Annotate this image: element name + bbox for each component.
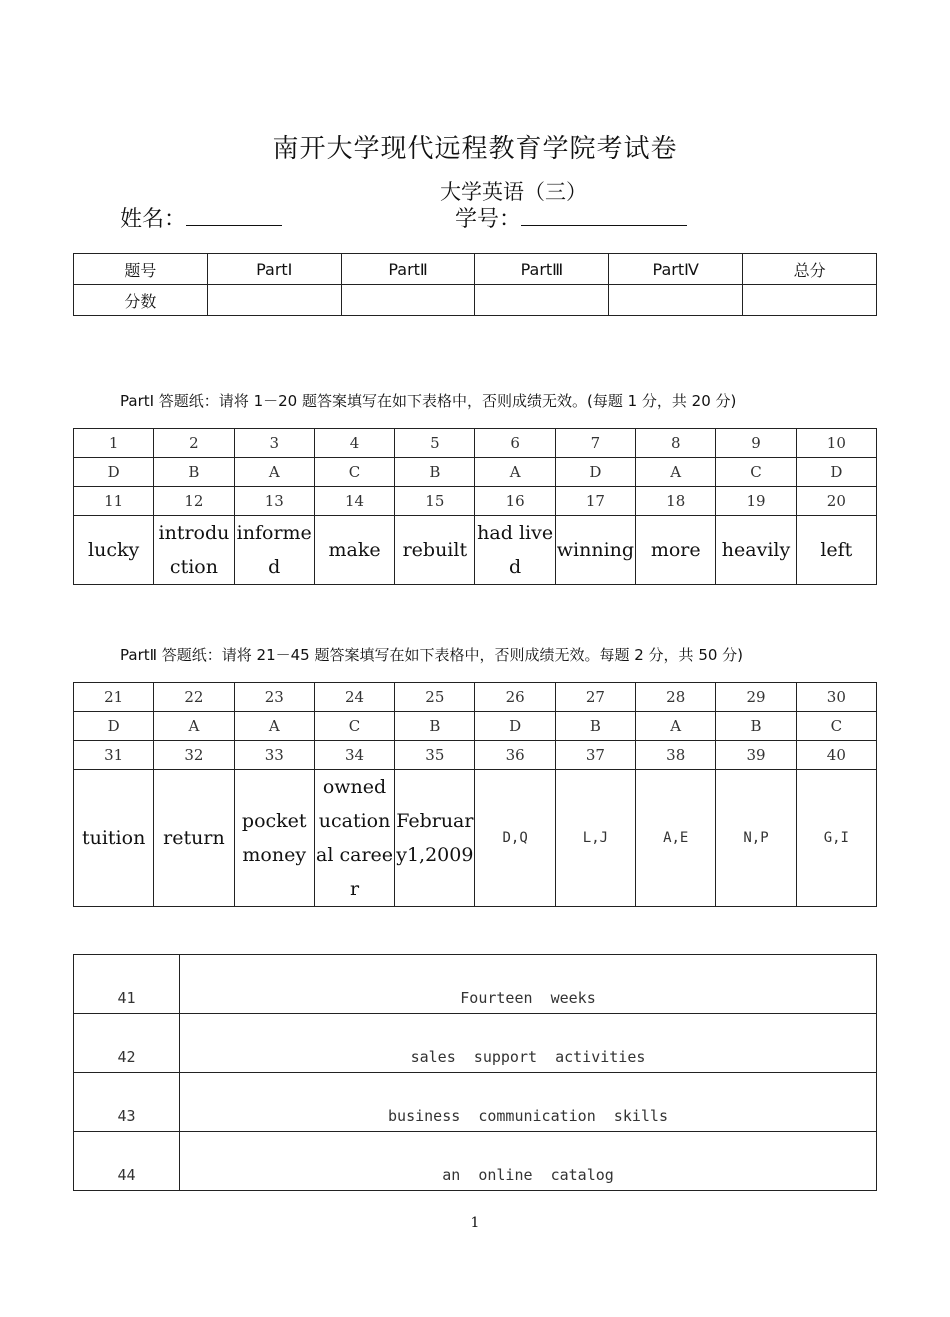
score-header-cell: 题号 bbox=[74, 254, 208, 285]
answer-cell: an online catalog bbox=[180, 1132, 877, 1191]
answer-cell: introduction bbox=[154, 516, 234, 585]
answer-cell: return bbox=[154, 770, 234, 907]
question-number: 31 bbox=[74, 741, 154, 770]
answer-cell: B bbox=[395, 458, 475, 487]
course-subtitle: 大学英语（三） bbox=[440, 180, 587, 204]
answer-cell: C bbox=[796, 712, 876, 741]
answer-cell: A bbox=[234, 712, 314, 741]
answer-cell: N,P bbox=[716, 770, 796, 907]
question-number: 38 bbox=[636, 741, 716, 770]
name-label: 姓名： bbox=[120, 207, 187, 232]
question-number: 43 bbox=[74, 1073, 180, 1132]
score-header-cell: PartⅢ bbox=[475, 254, 609, 285]
score-cell bbox=[341, 285, 475, 316]
question-number: 11 bbox=[74, 487, 154, 516]
name-blank bbox=[186, 205, 282, 226]
question-number: 34 bbox=[314, 741, 394, 770]
part2-instructions: PartⅡ 答题纸：请将 21－45 题答案填写在如下表格中，否则成绩无效。每题 2 分，共 50 分) bbox=[120, 646, 744, 664]
question-number: 24 bbox=[314, 683, 394, 712]
question-number: 9 bbox=[716, 429, 796, 458]
part2-answer-table bbox=[73, 682, 877, 907]
answer-cell: B bbox=[154, 458, 234, 487]
question-number: 32 bbox=[154, 741, 234, 770]
exam-title: 南开大学现代远程教育学院考试卷 bbox=[272, 134, 678, 164]
score-header-cell: 总分 bbox=[743, 254, 877, 285]
answer-cell: winning bbox=[555, 516, 635, 585]
question-number: 3 bbox=[234, 429, 314, 458]
answer-cell: D bbox=[74, 458, 154, 487]
question-number: 19 bbox=[716, 487, 796, 516]
id-blank bbox=[521, 205, 687, 226]
answer-cell: C bbox=[716, 458, 796, 487]
answer-cell: C bbox=[314, 712, 394, 741]
part3-answer-table bbox=[73, 954, 877, 1191]
question-number: 10 bbox=[796, 429, 876, 458]
answer-cell: A bbox=[154, 712, 234, 741]
part1-answer-table bbox=[73, 428, 877, 585]
answer-cell: informed bbox=[234, 516, 314, 585]
question-number: 40 bbox=[796, 741, 876, 770]
score-header-cell: PartⅡ bbox=[341, 254, 475, 285]
question-number: 23 bbox=[234, 683, 314, 712]
score-table bbox=[73, 253, 877, 316]
question-number: 35 bbox=[395, 741, 475, 770]
part1-instructions: PartⅠ 答题纸：请将 1－20 题答案填写在如下表格中，否则成绩无效。(每题 1 分，共 20 分) bbox=[120, 392, 737, 410]
answer-cell: sales support activities bbox=[180, 1014, 877, 1073]
score-cell bbox=[609, 285, 743, 316]
question-number: 33 bbox=[234, 741, 314, 770]
answer-cell: pocket money bbox=[234, 770, 314, 907]
question-number: 4 bbox=[314, 429, 394, 458]
table-row bbox=[74, 1014, 877, 1073]
answer-cell: more bbox=[636, 516, 716, 585]
question-number: 13 bbox=[234, 487, 314, 516]
question-number: 14 bbox=[314, 487, 394, 516]
page-number: 1 bbox=[470, 1215, 480, 1231]
answer-cell: D bbox=[475, 712, 555, 741]
question-number: 21 bbox=[74, 683, 154, 712]
score-cell bbox=[743, 285, 877, 316]
id-label: 学号： bbox=[455, 207, 522, 232]
answer-cell: February1,2009 bbox=[395, 770, 475, 907]
answer-cell: left bbox=[796, 516, 876, 585]
answer-cell: rebuilt bbox=[395, 516, 475, 585]
answer-cell: D bbox=[555, 458, 635, 487]
question-number: 6 bbox=[475, 429, 555, 458]
question-number: 2 bbox=[154, 429, 234, 458]
answer-cell: owned ucational career bbox=[314, 770, 394, 907]
table-row bbox=[74, 1073, 877, 1132]
question-number: 25 bbox=[395, 683, 475, 712]
question-number: 17 bbox=[555, 487, 635, 516]
answer-cell: B bbox=[716, 712, 796, 741]
question-number: 42 bbox=[74, 1014, 180, 1073]
answer-cell: make bbox=[314, 516, 394, 585]
answer-cell: D bbox=[796, 458, 876, 487]
question-number: 20 bbox=[796, 487, 876, 516]
score-cell bbox=[475, 285, 609, 316]
answer-cell: A bbox=[636, 458, 716, 487]
question-number: 16 bbox=[475, 487, 555, 516]
student-id-field bbox=[455, 202, 687, 233]
answer-cell: heavily bbox=[716, 516, 796, 585]
score-cell bbox=[207, 285, 341, 316]
question-number: 41 bbox=[74, 955, 180, 1014]
answer-cell: B bbox=[395, 712, 475, 741]
question-number: 28 bbox=[636, 683, 716, 712]
answer-cell: B bbox=[555, 712, 635, 741]
answer-cell: A bbox=[234, 458, 314, 487]
question-number: 39 bbox=[716, 741, 796, 770]
answer-cell: business communication skills bbox=[180, 1073, 877, 1132]
question-number: 18 bbox=[636, 487, 716, 516]
answer-cell: Fourteen weeks bbox=[180, 955, 877, 1014]
question-number: 1 bbox=[74, 429, 154, 458]
score-header-cell: PartⅣ bbox=[609, 254, 743, 285]
question-number: 12 bbox=[154, 487, 234, 516]
answer-cell: G,I bbox=[796, 770, 876, 907]
answer-cell: had lived bbox=[475, 516, 555, 585]
answer-cell: C bbox=[314, 458, 394, 487]
score-header-cell: PartⅠ bbox=[207, 254, 341, 285]
table-row bbox=[74, 955, 877, 1014]
student-name-field bbox=[120, 202, 282, 233]
question-number: 8 bbox=[636, 429, 716, 458]
question-number: 26 bbox=[475, 683, 555, 712]
table-row bbox=[74, 1132, 877, 1191]
answer-cell: lucky bbox=[74, 516, 154, 585]
score-row-label: 分数 bbox=[74, 285, 208, 316]
question-number: 15 bbox=[395, 487, 475, 516]
answer-cell: A bbox=[475, 458, 555, 487]
answer-cell: D bbox=[74, 712, 154, 741]
question-number: 22 bbox=[154, 683, 234, 712]
answer-cell: A,E bbox=[636, 770, 716, 907]
question-number: 5 bbox=[395, 429, 475, 458]
answer-cell: D,Q bbox=[475, 770, 555, 907]
question-number: 7 bbox=[555, 429, 635, 458]
question-number: 30 bbox=[796, 683, 876, 712]
answer-cell: L,J bbox=[555, 770, 635, 907]
question-number: 29 bbox=[716, 683, 796, 712]
question-number: 36 bbox=[475, 741, 555, 770]
answer-cell: tuition bbox=[74, 770, 154, 907]
answer-cell: A bbox=[636, 712, 716, 741]
question-number: 44 bbox=[74, 1132, 180, 1191]
question-number: 37 bbox=[555, 741, 635, 770]
question-number: 27 bbox=[555, 683, 635, 712]
